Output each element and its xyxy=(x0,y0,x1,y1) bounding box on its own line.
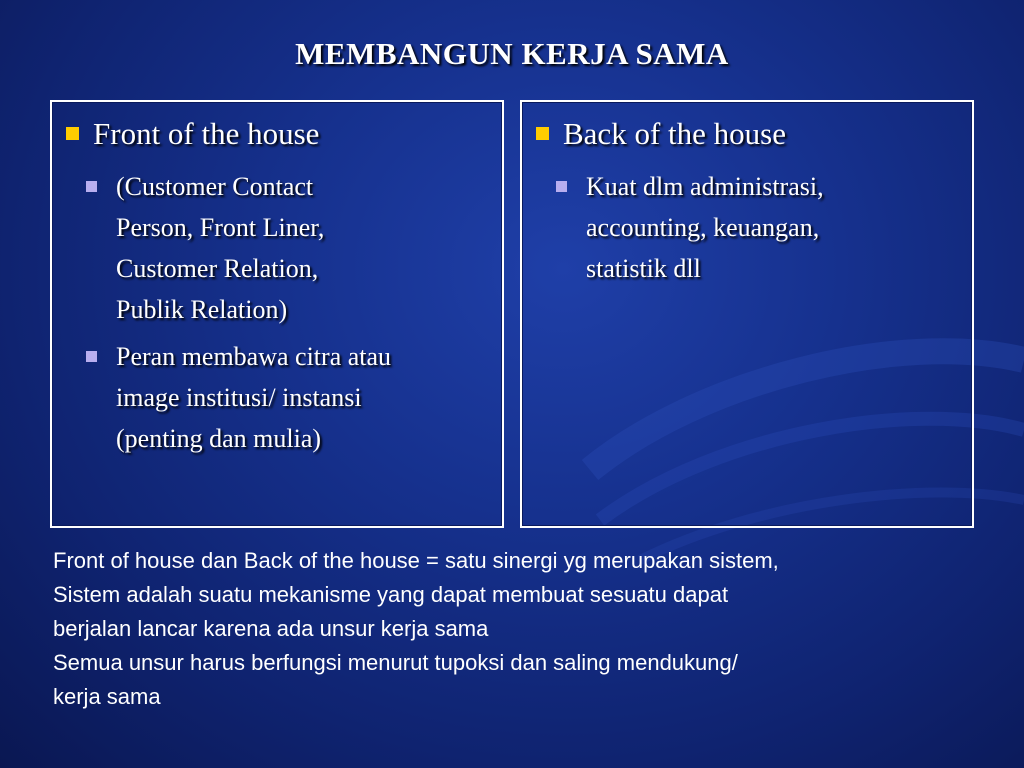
back-item-kuat xyxy=(586,166,966,289)
front-of-house-box xyxy=(50,100,504,528)
text-line: statistik dll xyxy=(586,254,701,283)
text-line: accounting, keuangan, xyxy=(586,213,820,242)
small-square-bullet-icon xyxy=(556,181,567,192)
text-line: Customer Relation, xyxy=(116,254,319,283)
note-line: kerja sama xyxy=(53,684,161,709)
text-line: Person, Front Liner, xyxy=(116,213,325,242)
square-bullet-icon xyxy=(66,127,79,140)
back-of-house-box xyxy=(520,100,974,528)
note-line: Front of house dan Back of the house = satu sinergi yg merupakan sistem, xyxy=(53,548,779,573)
front-heading-text: Front of the house xyxy=(93,116,320,151)
square-bullet-icon xyxy=(536,127,549,140)
note-line: berjalan lancar karena ada unsur kerja sama xyxy=(53,616,489,641)
text-line: (Customer Contact xyxy=(116,172,314,201)
note-line: Semua unsur harus berfungsi menurut tupoksi dan saling mendukung/ xyxy=(53,650,738,675)
text-line: Peran membawa citra atau xyxy=(116,342,392,371)
small-square-bullet-icon xyxy=(86,351,97,362)
note-line: Sistem adalah suatu mekanisme yang dapat membuat sesuatu dapat xyxy=(53,582,729,607)
summary-note xyxy=(53,544,1013,714)
back-of-house-heading xyxy=(536,116,786,152)
text-line: Kuat dlm administrasi, xyxy=(586,172,824,201)
front-of-house-heading xyxy=(66,116,319,152)
text-line: Publik Relation) xyxy=(116,295,288,324)
text-line: image institusi/ instansi xyxy=(116,383,362,412)
slide-title: MEMBANGUN KERJA SAMA xyxy=(295,36,729,71)
text-line: (penting dan mulia) xyxy=(116,424,322,453)
small-square-bullet-icon xyxy=(86,181,97,192)
front-item-customer-contact xyxy=(116,166,496,330)
front-item-peran xyxy=(116,336,496,459)
back-heading-text: Back of the house xyxy=(563,116,786,151)
